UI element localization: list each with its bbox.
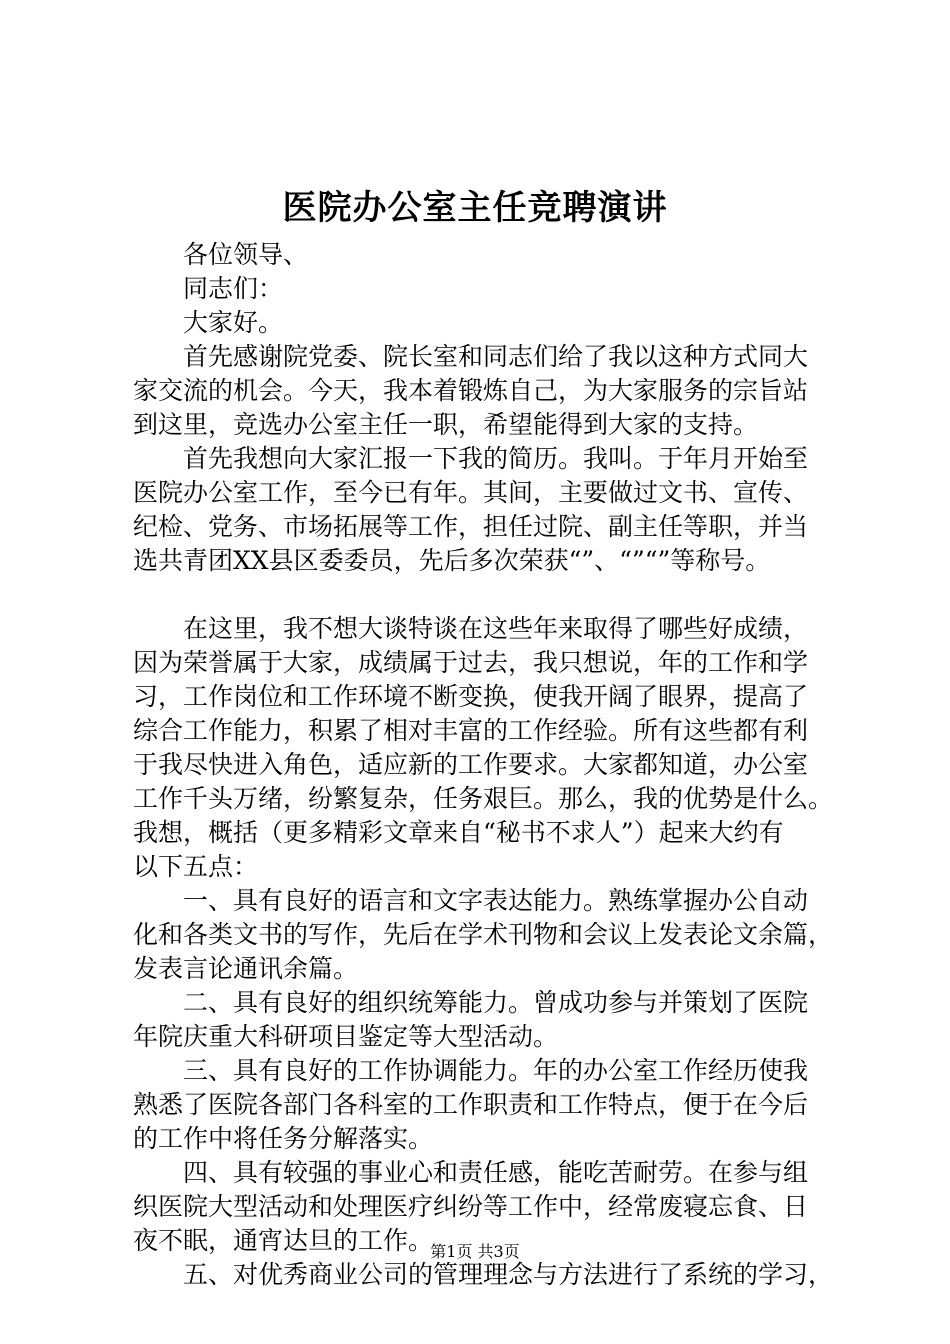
body-line: 二、具有良好的组织统筹能力。曾成功参与并策划了医院 [133,988,809,1017]
document-title: 医院办公室主任竞聘演讲 [282,188,668,228]
body-line: 熟悉了医院各部门各科室的工作职责和工作特点，便于在今后 [133,1090,809,1119]
body-line: 三、具有良好的工作协调能力。年的办公室工作经历使我 [133,1056,809,1085]
body-line: 于我尽快进入角色，适应新的工作要求。大家都知道，办公室 [133,750,809,779]
body-line: 五、对优秀商业公司的管理理念与方法进行了系统的学习， [133,1260,834,1289]
body-line: 四、具有较强的事业心和责任感，能吃苦耐劳。在参与组 [133,1158,809,1187]
body-line: 各位领导、 [133,240,309,269]
blank-line [133,578,843,612]
body-line: 化和各类文书的写作，先后在学术刊物和会议上发表论文余篇， [133,920,834,949]
body-line: 年院庆重大科研项目鉴定等大型活动。 [133,1022,559,1051]
body-line: 纪检、党务、市场拓展等工作，担任过院、副主任等职，并当 [133,512,809,541]
body-line: 选共青团XX县区委委员，先后多次荣获“”、“”“”等称号。 [133,546,771,575]
body-line: 家交流的机会。今天，我本着锻炼自己，为大家服务的宗旨站 [133,376,809,405]
body-line: 发表言论通讯余篇。 [133,954,359,983]
body-line: 工作千头万绪，纷繁复杂，任务艰巨。那么，我的优势是什么。 [133,784,834,813]
page-number-footer: 第1页 共3页 [430,1242,520,1261]
body-line: 夜不眠，通宵达旦的工作。 [133,1226,434,1255]
body-line: 因为荣誉属于大家，成绩属于过去，我只想说，年的工作和学 [133,648,809,677]
body-line: 到这里，竞选办公室主任一职，希望能得到大家的支持。 [133,410,759,439]
body-line: 织医院大型活动和处理医疗纠纷等工作中，经常废寝忘食、日 [133,1192,809,1221]
body-line: 以下五点： [133,852,259,881]
body-line: 一、具有良好的语言和文字表达能力。熟练掌握办公自动 [133,886,809,915]
body-line: 首先感谢院党委、院长室和同志们给了我以这种方式同大 [133,342,809,371]
body-line: 综合工作能力，积累了相对丰富的工作经验。所有这些都有利 [133,716,809,745]
body-line: 大家好。 [133,308,284,337]
body-line: 的工作中将任务分解落实。 [133,1124,434,1153]
body-line: 我想，概括（更多精彩文章来自“秘书不求人”）起来大约有 [133,818,784,847]
body-line: 同志们： [133,274,284,303]
body-line: 习，工作岗位和工作环境不断变换，使我开阔了眼界，提高了 [133,682,809,711]
body-line: 在这里，我不想大谈特谈在这些年来取得了哪些好成绩， [133,614,809,643]
body-line: 医院办公室工作，至今已有年。其间，主要做过文书、宣传、 [133,478,809,507]
document-body [133,238,843,1292]
body-line: 首先我想向大家汇报一下我的简历。我叫。于年月开始至 [133,444,809,473]
